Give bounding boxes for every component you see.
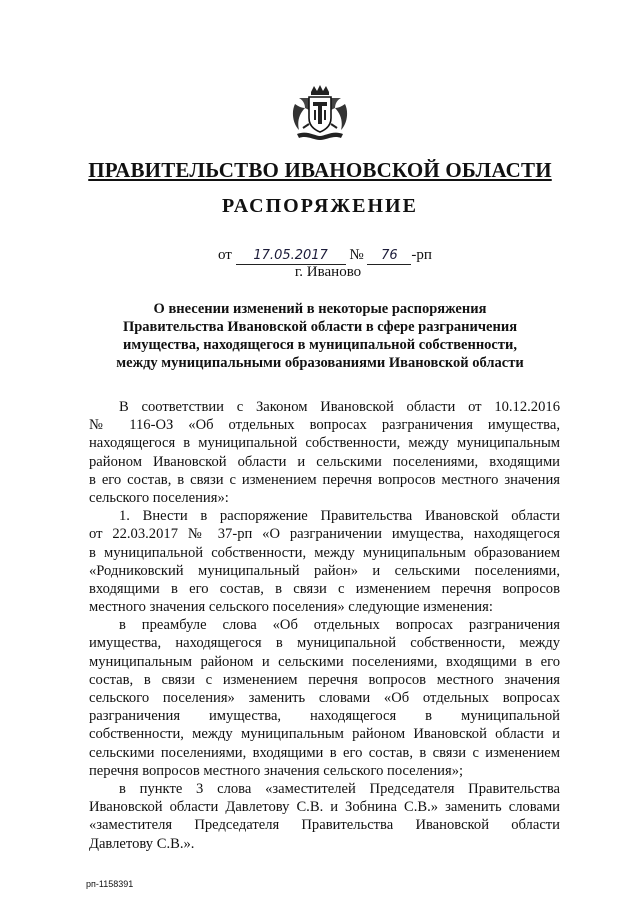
body-line: 1. Внести в распоряжение Правительства Ивановской области [119, 508, 560, 525]
body-line: находящегося в муниципальной собственности, между муниципальным [89, 435, 560, 452]
document-code: рп-1158391 [86, 879, 134, 889]
body-line: «Родниковский муниципальный район» и сельскими поселениями, [89, 562, 560, 579]
number-prefix: № [349, 247, 364, 263]
body-line: муниципальным районом и сельскими поселениями, входящими в его [89, 653, 560, 670]
city-label: г. Иваново [294, 264, 362, 280]
body-line: от 22.03.2017 № 37-рп «О разграничении имущества, находящегося [89, 526, 560, 543]
body-line: в преамбуле слова «Об отдельных вопросах разграничения [119, 617, 560, 634]
date-field: 17.05.2017 [236, 248, 346, 265]
body-line: районом Ивановской области и сельскими поселениями, входящими [89, 453, 560, 470]
body-line: разграничения имущества, находящегося в муниципальной [89, 708, 560, 725]
body-line: Давлетову С.В.». [89, 835, 195, 852]
body-line: в муниципальной собственности, между муниципальным образованием [89, 544, 560, 561]
subject-line: между муниципальными образованиями Ивановской области [116, 355, 524, 371]
document-type-heading: РАСПОРЯЖЕНИЕ [222, 195, 418, 217]
subject-line: О внесении изменений в некоторые распоряжения [153, 301, 487, 317]
date-prefix: от [218, 247, 232, 263]
body-line: входящими в его состав, в связи с изменением перечня вопросов [89, 580, 560, 597]
body-line: Ивановской области Давлетову С.В. и Зобнина С.В.» заменить словами [89, 799, 560, 816]
body-line: местного значения сельского поселения» следующие изменения: [89, 599, 493, 616]
body-line: № 116-ОЗ «Об отдельных вопросах разграничения имущества, [89, 417, 560, 434]
body-line: В соответствии с Законом Ивановской области от 10.12.2016 [119, 399, 560, 415]
body-line: сельского поселения» заменить словами «Об отдельных вопросах [89, 690, 560, 706]
number-field: 76 [367, 248, 411, 265]
subject-line: Правительства Ивановской области в сфере разграничения [122, 319, 518, 335]
body-line: в его состав, в связи с изменением перечня вопросов местного значения [89, 471, 560, 488]
body-line: имущества, находящегося в муниципальной собственности, между [89, 635, 560, 652]
body-line: состав, в связи с изменением перечня вопросов местного значения [89, 671, 560, 688]
number-suffix: -рп [411, 247, 432, 263]
body-line: перечня вопросов местного значения сельского поселения»; [89, 762, 464, 779]
body-line: сельского поселения»: [89, 489, 229, 506]
body-line: «заместителя Председателя Правительства Ивановской области [89, 817, 560, 834]
body-line: в пункте 3 слова «заместителей Председателя Правительства [119, 780, 560, 797]
coat-of-arms-icon [289, 84, 351, 144]
body-line: сельскими поселениями, входящими в его состав, в связи с изменением [89, 744, 560, 761]
document-body [89, 398, 560, 853]
document-subject [80, 300, 560, 372]
body-line: собственности, между муниципальным районом Ивановской области и [89, 726, 560, 743]
registration-line [218, 247, 432, 265]
subject-line: имущества, находящегося в муниципальной собственности, [123, 337, 517, 353]
government-title: ПРАВИТЕЛЬСТВО ИВАНОВСКОЙ ОБЛАСТИ [88, 158, 552, 182]
